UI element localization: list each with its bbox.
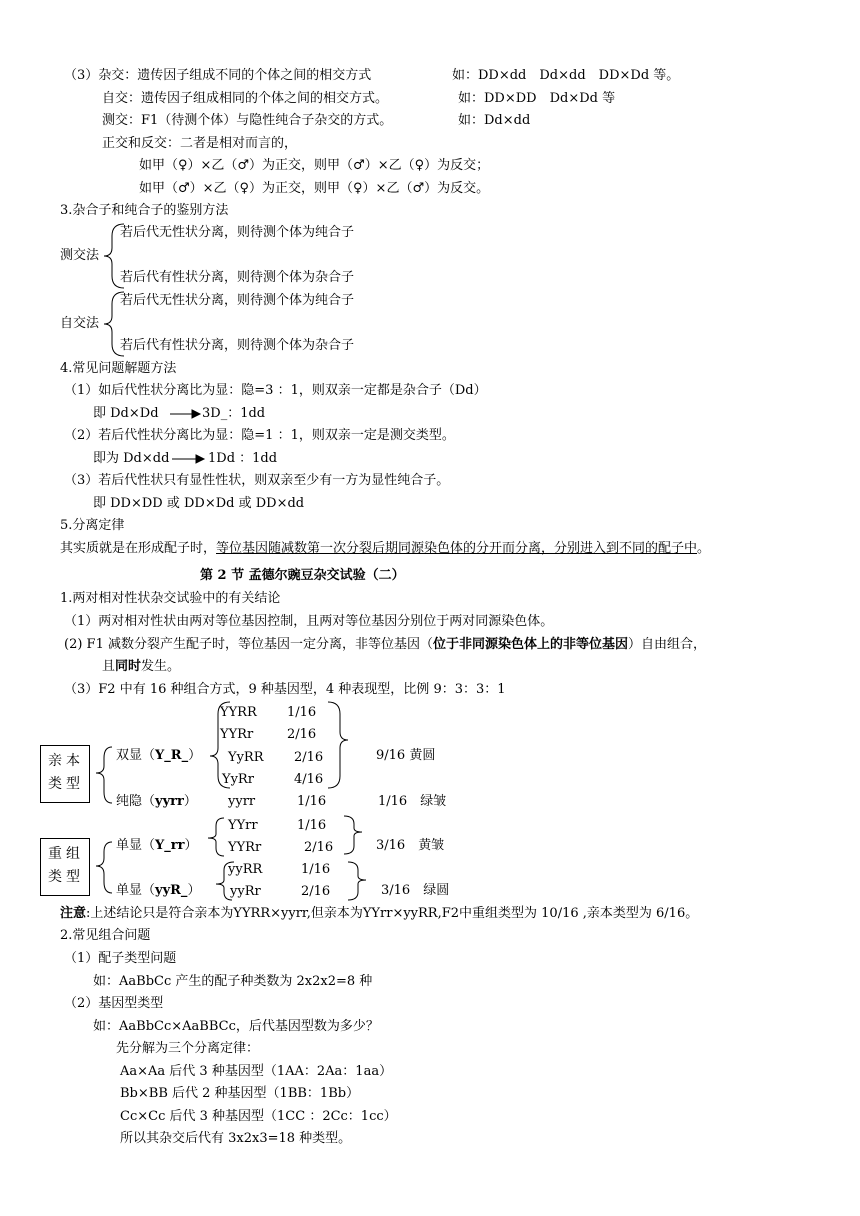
dbl-tail: ）: [188, 748, 202, 763]
testcross-result-b: 若后代有性状分离，则待测个体为杂合子: [120, 270, 355, 285]
single-dominant-y-total: 3/16 黄皱: [376, 838, 445, 853]
freq-yyrr-2: 2/16: [287, 727, 317, 742]
freq-s1-2: 2/16: [304, 840, 334, 855]
genotype-yyrr-2: YYRr: [220, 727, 254, 742]
s2-genotype: yyR_: [155, 883, 188, 898]
dbl-genotype: Y_R_: [155, 748, 189, 763]
rec-tail: ）: [183, 794, 197, 809]
method-1: （1）如后代性状分离比为显：隐=3 ：1，则双亲一定都是杂合子（Dd）: [64, 383, 487, 398]
combination-heading: 2.常见组合问题: [60, 928, 151, 943]
conclusion-2b-tail: 发生。: [141, 659, 181, 674]
section-heading-law: 5.分离定律: [60, 518, 125, 533]
s2-lead: 单显（: [116, 883, 156, 898]
parent-type-label-2: 类型: [48, 776, 84, 792]
genotype-step-1: 先分解为三个分离定律：: [116, 1041, 260, 1056]
genotype-question: （2）基因型类型: [64, 996, 164, 1011]
method-2: （2）若后代性状分离比为显：隐=1 ：1，则双亲一定是测交类型。: [64, 428, 455, 443]
freq-s1-1: 1/16: [297, 818, 327, 833]
s1-left-brace: [208, 818, 224, 856]
dbl-lead: 双显（: [116, 748, 156, 763]
method-2-eq-left: 即为 Dd×dd: [93, 451, 170, 466]
note-text: :上述结论只是符合亲本为YYRR×yyrr,但亲本为YYrr×yyRR,F2中重组类型为 10/16 ,亲本类型为 6/16。: [86, 906, 699, 921]
section-2-title: 第 2 节 孟德尔豌豆杂交试验（二）: [200, 568, 405, 583]
freq-s2-1: 1/16: [301, 862, 331, 877]
genotype-s1-1: YYrr: [228, 818, 258, 833]
genotype-s1-2: YYRr: [228, 840, 262, 855]
s2-left-brace: [216, 862, 234, 900]
freq-yyrr-3: 2/16: [294, 750, 324, 765]
genotype-recessive: yyrr: [228, 794, 256, 809]
method-3-eq: 即 DD×DD 或 DD×Dd 或 DD×dd: [93, 496, 305, 511]
double-dominant-left-brace: [210, 702, 230, 788]
s2-tail: ）: [187, 883, 201, 898]
method-1-eq-left: 即 Dd×Dd: [93, 406, 159, 421]
conclusion-2b-lead: 且: [102, 659, 116, 674]
selfing-brace: [104, 292, 124, 356]
parent-brace: [96, 747, 112, 803]
conclusion-2-tail: ）自由组合，: [628, 637, 707, 652]
cross-line: （3）杂交：遗传因子组成不同的个体之间的相交方式: [64, 68, 372, 83]
freq-yyrr-4: 4/16: [294, 772, 324, 787]
genotype-example: 如：AaBbCc×AaBBCc，后代基因型数为多少？: [93, 1019, 379, 1034]
genotype-s2-1: yyRR: [228, 862, 263, 877]
method-1-eq-right: 3D_：1dd: [202, 406, 266, 421]
s1-lead: 单显（: [116, 838, 156, 853]
section-heading-identification: 3.杂合子和纯合子的鉴别方法: [60, 203, 229, 218]
law-end: 。: [697, 541, 711, 556]
section-heading-methods: 4.常见问题解题方法: [60, 361, 177, 376]
recombinant-brace: [96, 842, 112, 893]
testcross-brace: [104, 224, 124, 288]
testcross-result-a: 若后代无性状分离，则待测个体为纯合子: [120, 225, 355, 240]
note-label: 注意: [60, 906, 87, 921]
arrow-icon: [172, 455, 204, 463]
freq-recessive: 1/16: [297, 794, 327, 809]
conclusion-3: （3）F2 中有 16 种组合方式，9 种基因型，4 种表现型，比例 9：3：3：1: [64, 682, 506, 697]
parent-type-label-1: 亲本: [48, 753, 84, 769]
conclusions-heading: 1.两对相对性状杂交试验中的有关结论: [60, 591, 281, 606]
recombinant-type-label-1: 重组: [48, 846, 84, 862]
selfing-example: 如：DD×DD Dd×Dd 等: [458, 91, 616, 106]
s1-right-brace: [344, 816, 362, 854]
conclusion-1: （1）两对相对性状由两对等位基因控制，且两对等位基因分别位于两对同源染色体。: [64, 614, 554, 629]
s1-tail: ）: [184, 838, 198, 853]
genotype-yyrr-4: YyRr: [222, 772, 254, 787]
s2-right-brace: [348, 862, 366, 900]
genotype-s2-2: yyRr: [230, 884, 261, 899]
method-2-eq-right: 1Dd ：1dd: [208, 451, 278, 466]
double-dominant-right-brace: [328, 702, 348, 788]
genotype-step-4: Cc×Cc 后代 3 种基因型（1CC ：2Cc：1cc）: [120, 1109, 397, 1124]
genotype-step-5: 所以其杂交后代有 3x2x3=18 种类型。: [120, 1131, 352, 1146]
conclusion-2-lead: (2) F1 减数分裂产生配子时，等位基因一定分离，非等位基因（: [64, 637, 433, 652]
genotype-step-3: Bb×BB 后代 2 种基因型（1BB：1Bb）: [120, 1086, 360, 1101]
conclusion-2b-bold: 同时: [115, 659, 142, 674]
genotype-yyrr-3: YyRR: [228, 750, 264, 765]
gamete-question: （1）配子类型问题: [64, 951, 177, 966]
reciprocal-line-a: 如甲（♀）×乙（♂）为正交，则甲（♂）×乙（♀）为反交；: [139, 158, 490, 173]
double-recessive-total: 1/16 绿皱: [378, 794, 447, 809]
rec-lead: 纯隐（: [116, 794, 156, 809]
freq-yyrr-1: 1/16: [287, 705, 317, 720]
recombinant-type-label-2: 类型: [48, 869, 84, 885]
reciprocal-line-b: 如甲（♂）×乙（♀）为正交，则甲（♀）×乙（♂）为反交。: [139, 181, 490, 196]
selfing-result-a: 若后代无性状分离，则待测个体为纯合子: [120, 293, 355, 308]
method-3: （3）若后代性状只有显性性状，则双亲至少有一方为显性纯合子。: [64, 473, 450, 488]
reciprocal-line: 正交和反交：二者是相对而言的，: [102, 136, 298, 151]
rec-genotype: yyrr: [155, 794, 184, 809]
s1-genotype: Y_rr: [155, 838, 185, 853]
cross-example: 如：DD×dd Dd×dd DD×Dd 等。: [452, 68, 680, 83]
single-dominant-r-total: 3/16 绿圆: [381, 883, 450, 898]
testcross-line: 测交：F1（待测个体）与隐性纯合子杂交的方式。: [102, 113, 393, 128]
selfing-result-b: 若后代有性状分离，则待测个体为杂合子: [120, 338, 355, 353]
genotype-step-2: Aa×Aa 后代 3 种基因型（1AA：2Aa：1aa）: [120, 1064, 393, 1079]
testcross-example: 如：Dd×dd: [458, 113, 531, 128]
freq-s2-2: 2/16: [301, 884, 331, 899]
testcross-method-label: 测交法: [60, 248, 100, 263]
gamete-example: 如：AaBbCc 产生的配子种类数为 2x2x2=8 种: [93, 974, 373, 989]
law-lead: 其实质就是在形成配子时，: [60, 541, 217, 556]
conclusion-2-bold: 位于非同源染色体上的非等位基因: [432, 637, 628, 652]
selfing-line: 自交：遗传因子组成相同的个体之间的相交方式。: [102, 91, 389, 106]
double-dominant-total: 9/16 黄圆: [376, 748, 436, 763]
arrow-icon: [170, 410, 200, 418]
genotype-yyrr-1: YYRR: [220, 705, 257, 720]
law-underlined: 等位基因随减数第一次分裂后期同源染色体的分开而分离，分别进入到不同的配子中: [216, 541, 698, 556]
selfing-method-label: 自交法: [60, 316, 100, 331]
